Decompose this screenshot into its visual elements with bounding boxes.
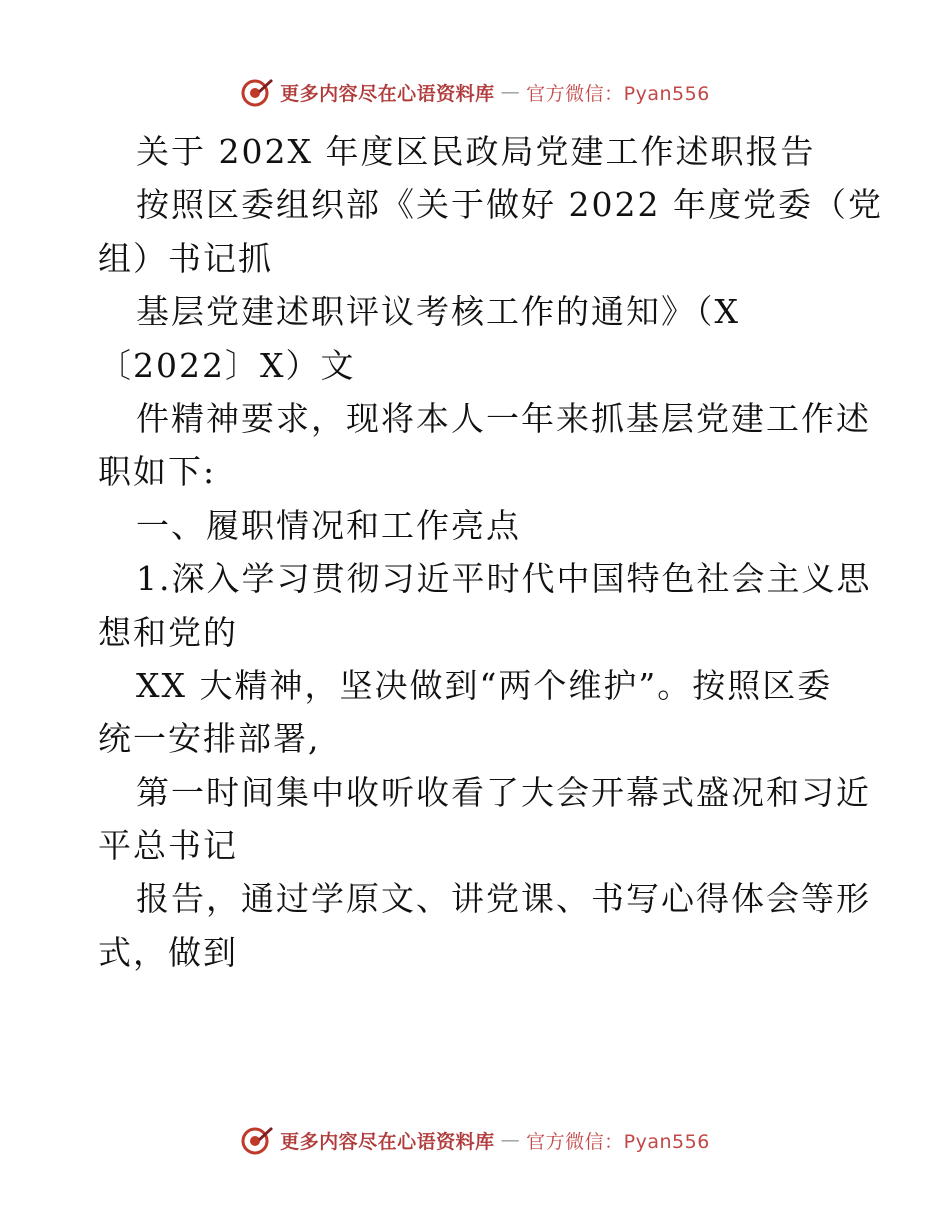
body-line: 〔2022〕X）文 (98, 345, 356, 385)
watermark-wechat: 官方微信：Pyan556 (526, 82, 710, 105)
body-line: 组）书记抓 (98, 238, 273, 278)
body-line: 件精神要求，现将本人一年来抓基层党建工作述 (136, 398, 871, 438)
body-line: 报告，通过学原文、讲党课、书写心得体会等形 (136, 879, 871, 919)
body-line: 1.深入学习贯彻习近平时代中国特色社会主义思 (136, 559, 872, 599)
watermark-header (0, 72, 950, 112)
body-line: XX 大精神，坚决做到“两个维护”。按照区委 (136, 665, 833, 705)
watermark-site-name: 更多内容尽在心语资料库 (280, 1130, 495, 1153)
watermark-dash: — (500, 81, 521, 103)
body-line: 统一安排部署, (98, 719, 321, 759)
body-line: 平总书记 (98, 826, 238, 866)
document-title: 关于 202X 年度区民政局党建工作述职报告 (136, 132, 816, 171)
body-line: 式，做到 (98, 932, 238, 972)
document-body (98, 125, 883, 979)
watermark-footer (0, 1120, 950, 1160)
body-line: 基层党建述职评议考核工作的通知》（X (136, 292, 740, 332)
watermark-site-name: 更多内容尽在心语资料库 (280, 82, 495, 105)
body-line: 想和党的 (98, 612, 238, 652)
watermark-wechat: 官方微信：Pyan556 (526, 1130, 710, 1153)
watermark-dash: — (500, 1129, 521, 1151)
body-line: 按照区委组织部《关于做好 2022 年度党委（党 (136, 185, 883, 225)
pen-logo-icon (240, 75, 274, 109)
section-heading: 一、履职情况和工作亮点 (136, 505, 521, 545)
pen-logo-icon (240, 1123, 274, 1157)
body-line: 第一时间集中收听收看了大会开幕式盛况和习近 (136, 772, 871, 812)
body-line: 职如下: (98, 452, 217, 492)
